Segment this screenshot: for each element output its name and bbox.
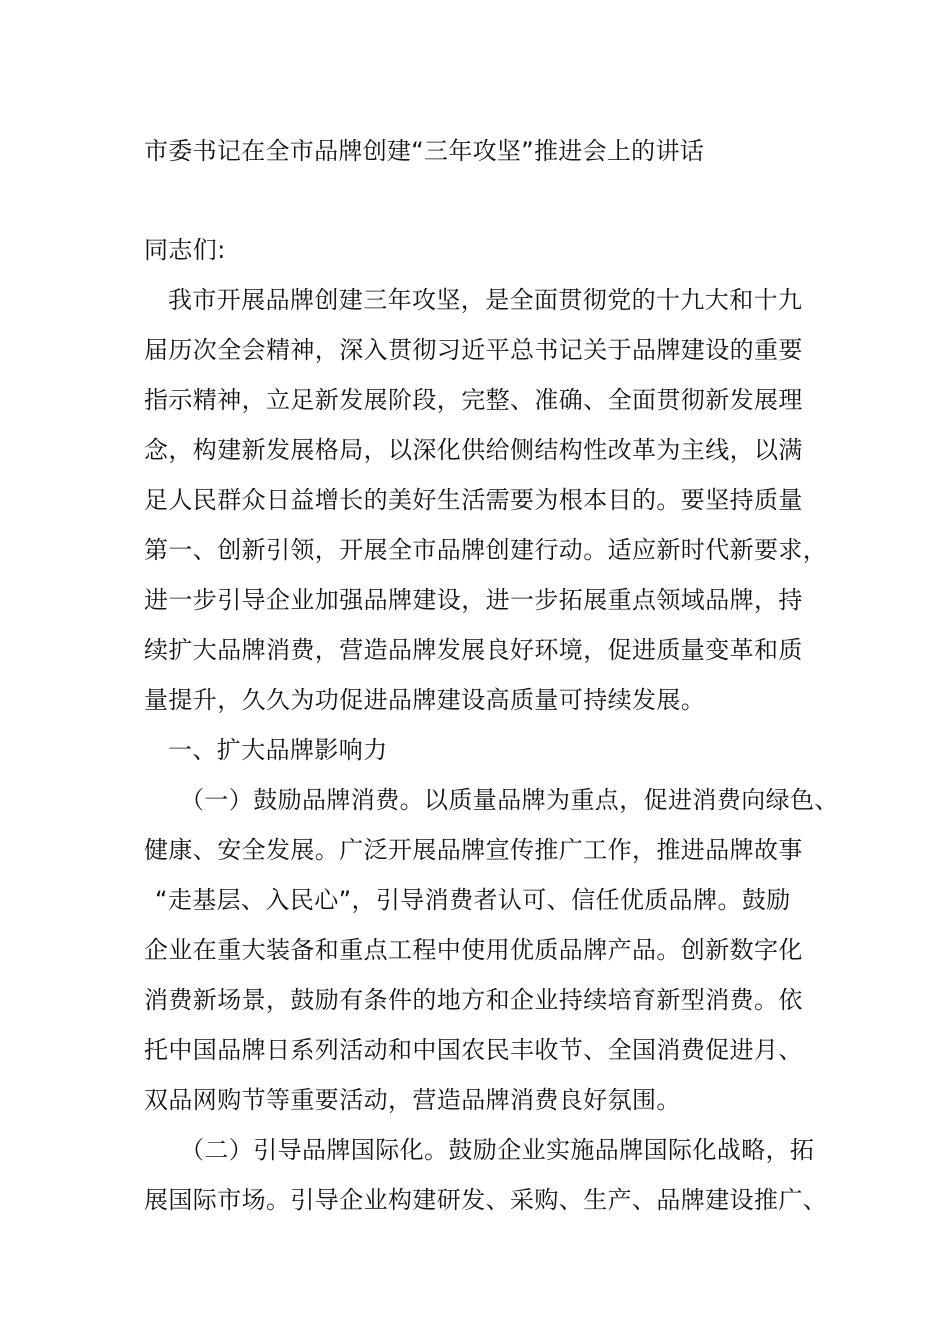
paragraph-line: 念，构建新发展格局，以深化供给侧结构性改革为主线，以满 — [144, 436, 803, 464]
paragraph-line: 健康、安全发展。广泛开展品牌宣传推广工作，推进品牌故事 — [144, 836, 803, 864]
subsection-line: （一）鼓励品牌消费。以质量品牌为重点，促进消费向绿色、 — [180, 786, 839, 814]
paragraph-line: 我市开展品牌创建三年攻坚，是全面贯彻党的十九大和十九 — [168, 286, 803, 314]
paragraph-line: 指示精神，立足新发展阶段，完整、准确、全面贯彻新发展理 — [144, 386, 803, 414]
salutation: 同志们: — [144, 236, 226, 264]
paragraph-line: 消费新场景，鼓励有条件的地方和企业持续培育新型消费。依 — [144, 986, 803, 1014]
paragraph-line: 第一、创新引领，开展全市品牌创建行动。适应新时代新要求， — [144, 536, 828, 564]
paragraph-line: 足人民群众日益增长的美好生活需要为根本目的。要坚持质量 — [144, 486, 803, 514]
paragraph-line: 托中国品牌日系列活动和中国农民丰收节、全国消费促进月、 — [144, 1036, 803, 1064]
paragraph-line: 双品网购节等重要活动，营造品牌消费良好氛围。 — [144, 1086, 681, 1114]
paragraph-line: 企业在重大装备和重点工程中使用优质品牌产品。创新数字化 — [144, 936, 803, 964]
paragraph-line: 进一步引导企业加强品牌建设，进一步拓展重点领域品牌，持 — [144, 586, 803, 614]
section-heading: 一、扩大品牌影响力 — [168, 736, 388, 764]
paragraph-line: 续扩大品牌消费，营造品牌发展良好环境，促进质量变革和质 — [144, 636, 803, 664]
subsection-line: （二）引导品牌国际化。鼓励企业实施品牌国际化战略，拓 — [180, 1136, 815, 1164]
paragraph-line: 展国际市场。引导企业构建研发、采购、生产、品牌建设推广、 — [144, 1186, 828, 1214]
paragraph-line: 量提升，久久为功促进品牌建设高质量可持续发展。 — [144, 686, 706, 714]
paragraph-line: 届历次全会精神，深入贯彻习近平总书记关于品牌建设的重要 — [144, 336, 803, 364]
document-title: 市委书记在全市品牌创建“三年攻坚”推进会上的讲话 — [144, 137, 705, 165]
paragraph-line: “走基层、入民心”，引导消费者认可、信任优质品牌。鼓励 — [155, 886, 791, 914]
